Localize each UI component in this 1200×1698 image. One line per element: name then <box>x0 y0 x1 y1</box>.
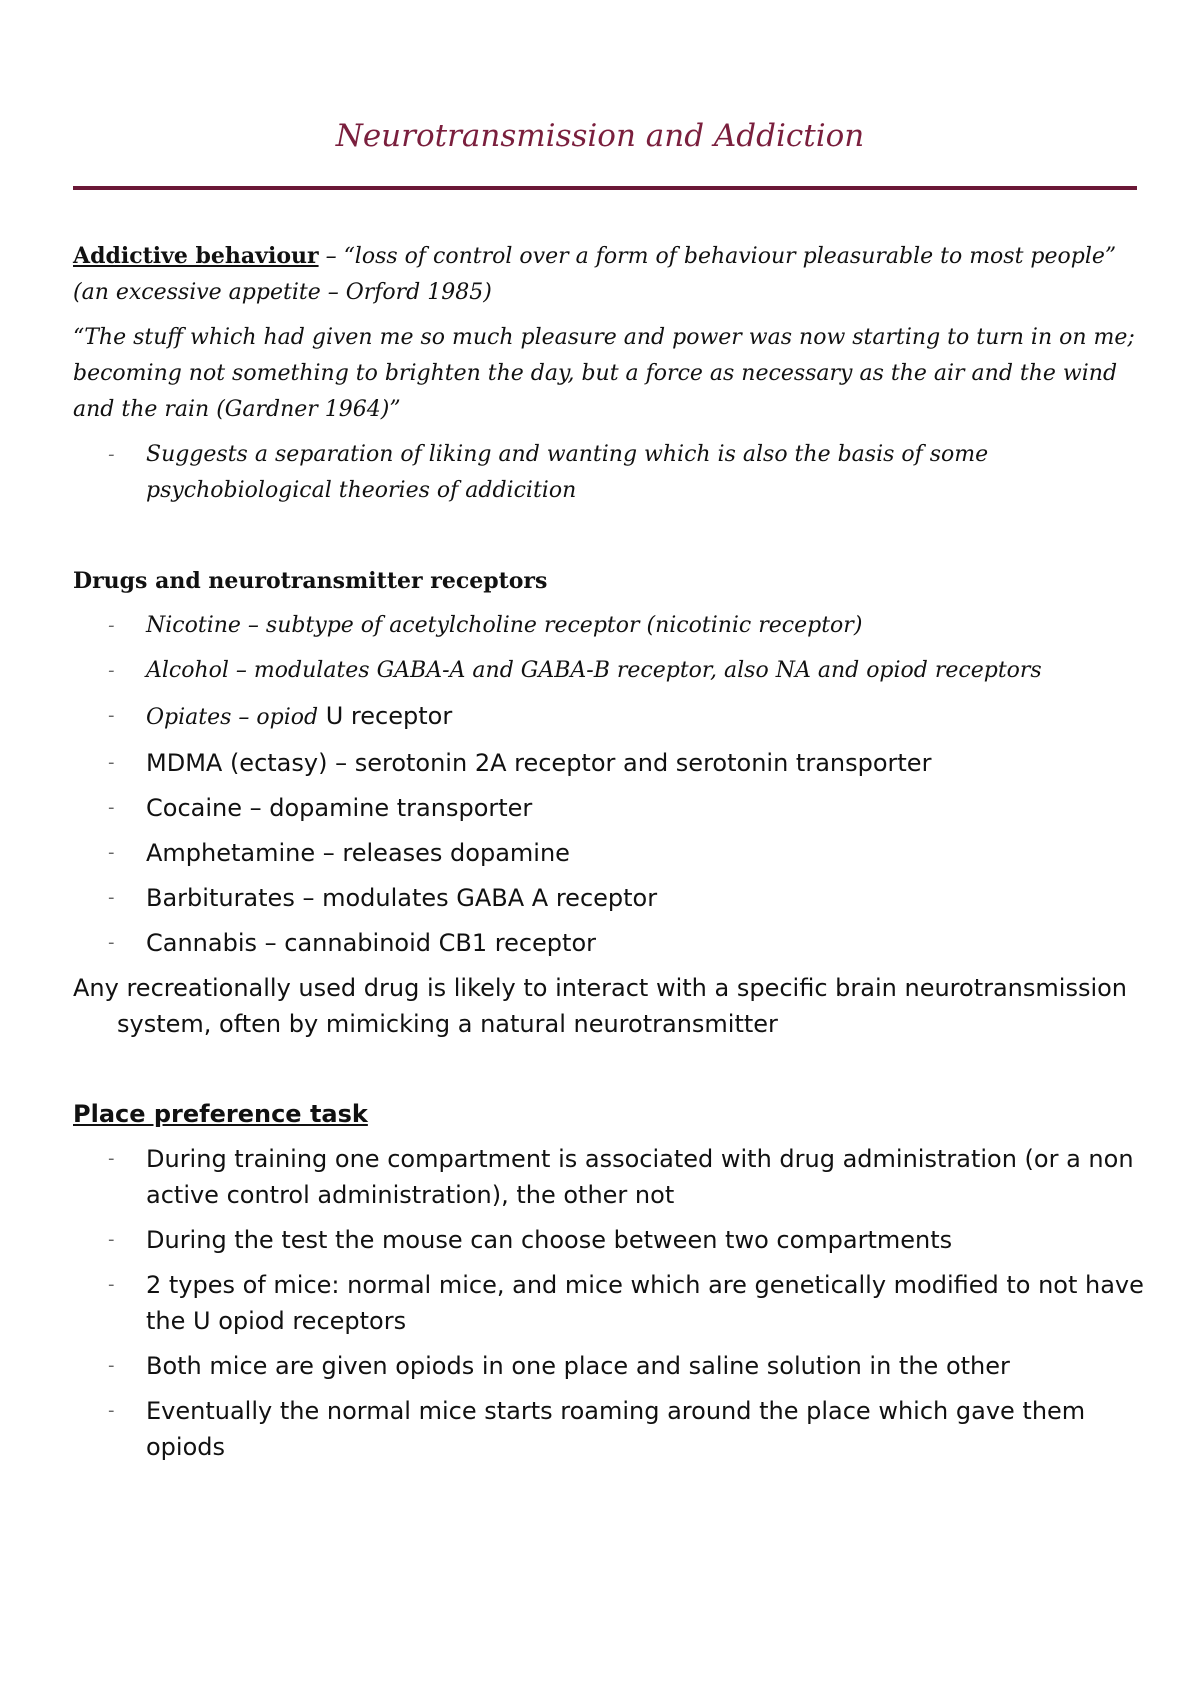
list-item <box>73 925 1153 961</box>
bullet-dash: - <box>108 1148 115 1169</box>
list-item <box>73 608 1153 644</box>
bullet-dash: - <box>108 615 115 636</box>
list-item <box>73 1393 1153 1465</box>
list-item-text: During training one compartment is associated with drug administration (or a non active control administration), the other not <box>146 1145 1134 1209</box>
list-item <box>73 653 1153 689</box>
summary-paragraph: Any recreationally used drug is likely to interact with a specific brain neurotransmission system, often by mimicking a natural neurotransmitter <box>73 974 1128 1038</box>
list-item-text: MDMA (ectasy) – serotonin 2A receptor and serotonin transporter <box>146 749 932 777</box>
list-item-text: Both mice are given opiods in one place and saline solution in the other <box>146 1352 1010 1380</box>
list-item-text: Opiates – opiod <box>146 705 319 730</box>
list-item-text: Amphetamine – releases dopamine <box>146 839 570 867</box>
list-item <box>73 1222 1153 1258</box>
addictive-behaviour-definition <box>73 238 1153 311</box>
list-item-text: Cannabis – cannabinoid CB1 receptor <box>146 929 596 957</box>
page-title: Neurotransmission and Addiction <box>335 118 865 154</box>
bullet-dash: - <box>108 660 115 681</box>
bullet-dash: - <box>108 932 115 953</box>
list-item-text: Alcohol – modulates GABA-A and GABA-B receptor, also NA and opiod receptors <box>146 658 1042 683</box>
list-item-text: Cocaine – dopamine transporter <box>146 794 533 822</box>
list-item <box>73 880 1153 916</box>
bullet-dash: - <box>108 1229 115 1250</box>
bullet-dash: - <box>108 797 115 818</box>
section-heading-drugs: Drugs and neurotransmitter receptors <box>73 568 548 594</box>
bullet-dash: - <box>108 1355 115 1376</box>
list-item <box>73 1267 1153 1339</box>
bullet-dash: - <box>108 1400 115 1421</box>
list-item-text: Barbiturates – modulates GABA A receptor <box>146 884 658 912</box>
section-heading-addictive-behaviour: Addictive behaviour <box>73 243 319 269</box>
bullet-dash: - <box>108 705 115 726</box>
list-item-text: Suggests a separation of liking and wanting which is also the basis of some psychobiological theories of addicition <box>146 442 989 503</box>
bullet-dash: - <box>108 444 115 465</box>
list-item <box>73 1141 1153 1213</box>
list-item-text: U receptor <box>318 702 453 730</box>
document-body <box>73 238 1153 1465</box>
section-heading-place-preference: Place preference task <box>73 1100 368 1128</box>
list-item <box>73 835 1153 871</box>
list-item <box>73 790 1153 826</box>
list-item-text: Nicotine – subtype of acetylcholine receptor (nicotinic receptor) <box>146 613 863 638</box>
list-item-text: During the test the mouse can choose between two compartments <box>146 1226 953 1254</box>
list-item-text: Eventually the normal mice starts roaming around the place which gave them opiods <box>146 1397 1086 1461</box>
list-item <box>73 745 1153 781</box>
list-item <box>73 698 1153 736</box>
list-item-text: 2 types of mice: normal mice, and mice which are genetically modified to not have the U opiod receptors <box>146 1271 1144 1335</box>
title-divider <box>73 186 1137 190</box>
bullet-dash: - <box>108 752 115 773</box>
list-item <box>73 1348 1153 1384</box>
list-item <box>73 437 1153 509</box>
bullet-dash: - <box>108 887 115 908</box>
bullet-dash: - <box>108 842 115 863</box>
gardner-quote: “The stuff which had given me so much pleasure and power was now starting to turn in on me; becoming not something to brighten the day, but a force as necessary as the air and the wind and the rain (Gardner 1964)” <box>73 325 1135 422</box>
definition-text: – “loss of control over a form of behaviour pleasurable to most people” (an excessive appetite – Orford 1985) <box>73 244 1117 305</box>
bullet-dash: - <box>108 1274 115 1295</box>
